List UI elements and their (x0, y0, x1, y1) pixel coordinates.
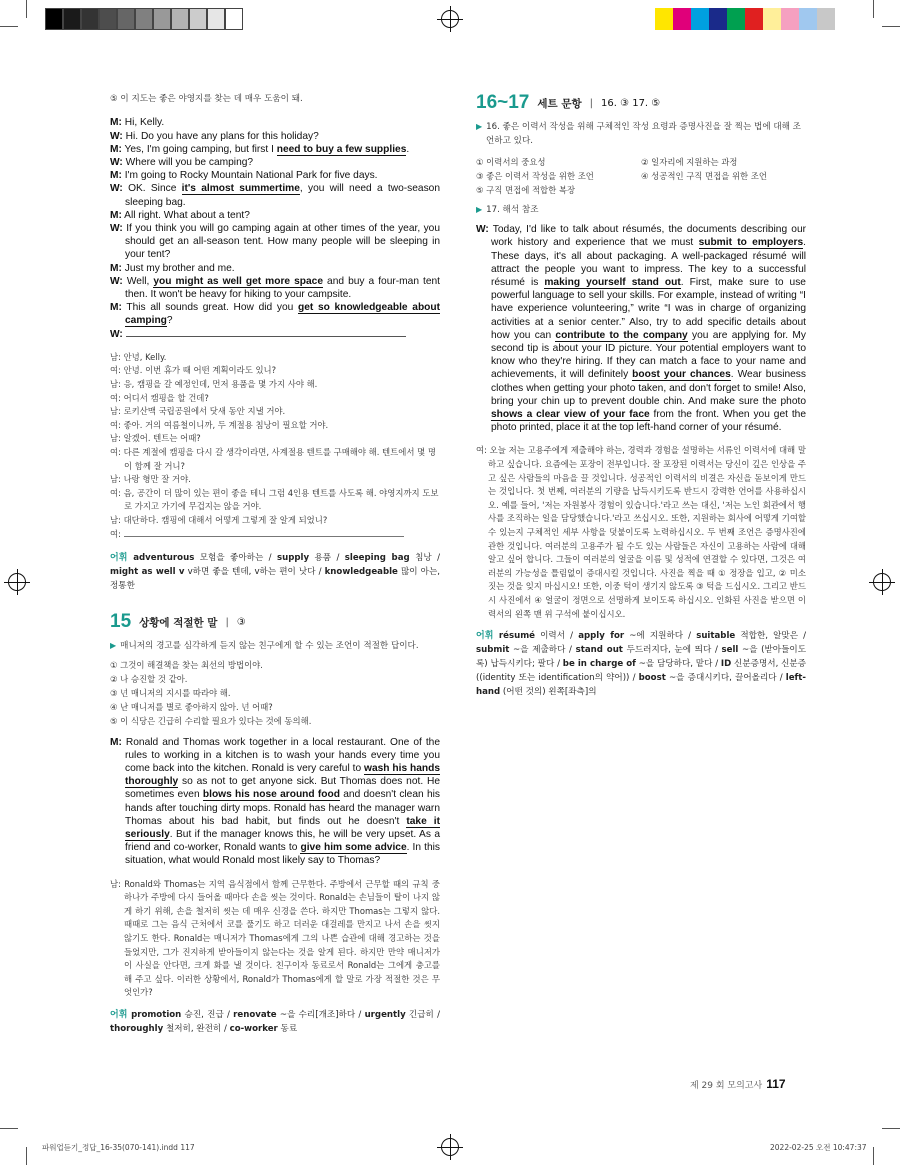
vocab-definition: ~을 제출하다 / (509, 645, 576, 656)
underlined-phrase: wash his hands thoroughly (125, 762, 440, 788)
speaker-label: W: (110, 328, 123, 340)
underlined-phrase: shows a clear view of your face (491, 409, 650, 421)
registration-mark-bottom-icon (441, 1138, 459, 1156)
page-number: 117 (766, 1077, 786, 1091)
text-run: OK. Since (122, 183, 182, 195)
korean-line: 남: 대단하다. 캠핑에 대해서 어떻게 그렇게 잘 알게 되었니? (110, 514, 328, 525)
underlined-phrase: contribute to the company (555, 329, 688, 341)
dialogue-script-14 (110, 116, 440, 340)
color-swatch (817, 8, 835, 30)
text-run: All right. What about a tent? (121, 209, 250, 221)
speaker-label: M: (110, 209, 122, 221)
crop-mark (873, 1147, 874, 1165)
vocab-definition: 많이 아는, 정통한 (110, 567, 440, 592)
option-item: ② 일자리에 지원하는 과정 (641, 156, 738, 167)
speaker-label: W: (110, 183, 123, 195)
vocabulary-14 (110, 551, 440, 593)
underlined-phrase: get so knowledgeable about camping (125, 302, 441, 327)
vocab-definition: ~을 (받아들이도록) 납득시키다; 팔다 / (476, 645, 806, 670)
script-paragraph (476, 223, 806, 434)
page-footer (690, 1077, 786, 1091)
option-item: ④ 성공적인 구직 면접을 위한 조언 (641, 170, 767, 181)
korean-line: 여: 음, 공간이 더 많이 있는 편이 좋을 테니 그럼 4인용 텐트를 사도록 해. 야영지까지 도보로 가지고 가기에 무겁지는 않을 거야. (110, 487, 439, 512)
right-column (476, 92, 806, 699)
vocab-term: promotion (131, 1009, 182, 1020)
question-16-17-script (476, 223, 806, 434)
korean-line: 여: 어디서 캠핑을 할 건데? (110, 392, 209, 403)
korean-line: 남: 알겠어. 텐트는 어때? (110, 433, 201, 444)
vocab-term: left-hand (476, 673, 806, 698)
text-run: . Wear business clothes when getting your photo taken, and don't forget to smile! Also, bring your chin up to prevent double chin. And make sure the photo (491, 369, 806, 407)
option-item: ① 그것이 해결책을 찾는 최선의 방법이야. (110, 659, 263, 670)
korean-line: 남: 나랑 형만 잘 거야. (110, 474, 191, 485)
vocab-definition: 적합한, 알맞은 / (735, 631, 807, 642)
text-run: ? (166, 315, 173, 327)
separator: | (589, 97, 593, 109)
previous-option-5: ⑤ 이 지도는 좋은 야영지를 찾는 데 매우 도움이 돼. (110, 94, 303, 104)
korean-translation-14 (110, 351, 440, 541)
question-number: 15 (110, 611, 132, 633)
speaker-label: W: (110, 275, 123, 287)
text-run: from the front. When you get the photo printed, place it at the top left-hand corner of your résumé. (491, 409, 806, 434)
speaker-label: M: (110, 143, 122, 155)
underlined-phrase: making yourself stand out (544, 277, 681, 289)
left-column (110, 92, 440, 1036)
vocab-term: renovate (233, 1009, 277, 1020)
color-swatch (673, 8, 691, 30)
speaker-label: M: (110, 170, 122, 182)
underlined-phrase: boost your chances (632, 369, 731, 381)
underlined-phrase: it's almost summertime (181, 183, 300, 195)
speaker-label: W: (110, 157, 123, 169)
dialogue-line (110, 262, 440, 275)
text-run: . In this situation, what would Ronald most likely say to Thomas? (125, 842, 441, 867)
color-swatch (745, 8, 763, 30)
question-16-explanation: ▶ 16. 좋은 이력서 작성을 위해 구체적인 작성 요령과 증명사진을 잘 찍는 법에 대해 조언하고 있다. (476, 122, 801, 147)
text-run: . These days, it's all about packaging. A well-packaged résumé will attract the people you want to impress. The key to a successful résumé is (491, 237, 806, 289)
separator: | (225, 616, 229, 628)
color-swatch (117, 8, 135, 30)
vocab-term: adventurous (133, 553, 195, 564)
underlined-phrase: take it seriously (125, 815, 440, 840)
underlined-phrase: need to buy a few supplies (276, 143, 407, 155)
question-type: 세트 문항 (537, 97, 582, 110)
vocab-definition: 모험을 좋아하는 / (194, 553, 277, 564)
vocab-label: 어휘 (476, 631, 499, 642)
korean-line: 여: 다른 계절에 캠핑을 다시 갈 생각이라면, 사계절용 텐트를 구매해야 해. 텐트에서 몇 명이 함께 잘 거니? (110, 447, 436, 471)
speaker-label: M: (110, 117, 122, 129)
crop-mark (873, 0, 874, 18)
file-slug: 파워업듣기_정답_16-35(070-141).indd 117 (42, 1143, 195, 1152)
crop-mark (0, 26, 18, 27)
vocab-term: supply (276, 553, 310, 564)
question-16-options (476, 155, 806, 197)
vocab-term: submit (476, 645, 510, 656)
text-run: Hi, Kelly. (121, 117, 165, 129)
color-swatch (799, 8, 817, 30)
color-swatch (171, 8, 189, 30)
korean-line: 남: 로키산맥 국립공원에서 닷새 동안 지낼 거야. (110, 406, 286, 417)
vocab-definition: 이력서 / (535, 631, 579, 642)
vocab-definition: ~을 담당하다, 맡다 / (635, 659, 721, 670)
text-run: Well, (122, 275, 154, 287)
script-paragraph (110, 736, 440, 868)
underlined-phrase: submit to employers (698, 237, 804, 249)
korean-line: 여: (110, 528, 440, 542)
vocab-definition: 용품 / (309, 553, 345, 564)
color-swatch (81, 8, 99, 30)
question-number: 16~17 (476, 92, 530, 113)
answer: ③ (236, 616, 246, 628)
color-swatch (189, 8, 207, 30)
text-run: Just my brother and me. (121, 262, 235, 274)
text-run: . But if the manager knows this, he will be very upset. As a friend and co-worker, Ronald wants to (125, 829, 440, 854)
speaker-label: W: (476, 224, 489, 236)
registration-mark-left-icon (8, 573, 26, 591)
registration-mark-right-icon (873, 573, 891, 591)
text-run: so as not to get anyone sick. But Thomas does not. He sometimes even (125, 776, 440, 801)
crop-mark (26, 1147, 27, 1165)
vocab-definition: 동료 (277, 1023, 298, 1034)
text-run: and buy a four-man tent then. It won't be heavy for hiking to your campsite. (125, 275, 440, 301)
color-swatch (99, 8, 117, 30)
question-15-header (110, 611, 440, 633)
vocab-term: might as well v (110, 567, 185, 578)
vocab-term: sell (721, 645, 739, 656)
vocab-term: co-worker (229, 1023, 278, 1034)
speaker-label: M: (110, 302, 122, 314)
vocab-definition: v하면 좋을 텐데, v하는 편이 낫다 / (184, 567, 325, 578)
vocab-definition: ~에 지원하다 / (624, 631, 697, 642)
page-label: 제 29 회 모의고사 (690, 1081, 763, 1091)
option-item: ③ 좋은 이력서 작성을 위한 조언 (476, 170, 594, 181)
korean-line: 여: 좋아. 거의 여름철이니까, 두 계절용 침낭이 필요할 거야. (110, 419, 329, 430)
dialogue-line (110, 209, 440, 222)
dialogue-line (110, 143, 440, 156)
speaker-label: M: (110, 262, 122, 274)
text-run: you are applying for. My second tip is about your ID picture. Your potential employers want to know who they're hiring. If they can match a face to your name and achievements, it will definitely (491, 329, 807, 381)
text-run: Yes, I'm going camping, but first I (121, 143, 277, 155)
triangle-bullet-icon: ▶ (110, 641, 117, 651)
text-run: If you think you will go camping again at other times of the year, you should get an all-season tent. How many people will be sleeping in your tent? (122, 223, 440, 261)
question-16-17-korean: 여: 오늘 저는 고용주에게 제출해야 하는, 경력과 경험을 설명하는 서류인 이력서에 대해 말하고 싶습니다. 요즘에는 포장이 전부입니다. 잘 포장된 이력서는 당신이 깊은 인상을 주고 싶은 사람들의 마음을 끌 것입니다. 성공적인 이력서의 비결은 자신을 돋보이게 만드는 것입니다. 첫 번째, 여러분의 기량을 납득시키도록 반드시 강력한 언어를 사용하십시오. 예를 들어, '저는 자원봉사 경험이 있습니다.'라고 쓰는 대신, '저는 노인 회관에서 행사를 조직하는 일을 담당했습니다.'라고 쓰십시오. 또한, 지원하는 회사에 어떻게 기여할 수 있는지 구체적인 세부 사항을 덧붙이도록 노력하십시오. 두 번째 조언은 증명사진에 관한 것입니다. 여러분의 고용주가 될 수도 있는 사람들은 자신이 고용하는 사람에 대해 알고 싶어 합니다. 그들이 여러분의 얼굴을 이름 및 성적에 연결할 수 있다면, 그것은 여러분의 가능성을 틀림없이 증대시킬 것입니다. 사진을 찍을 때 ① 정장을 입고, ② 미소 짓는 것을 잊지 마십시오! 또한, 이중 턱이 생기지 않도록 ③ 턱을 드십시오. 그리고 반드시 사진에서 ④ 얼굴이 정면으로 선명하게 보이도록 하십시오. 인화된 사진을 받으면 이력서의 왼쪽 맨 위 구석에 붙이십시오. (476, 445, 806, 619)
grayscale-color-bar (45, 8, 243, 30)
color-swatch (763, 8, 781, 30)
vocab-term: be in charge of (562, 659, 636, 670)
answer: 16. ③ 17. ⑤ (600, 97, 661, 109)
color-swatch (135, 8, 153, 30)
crop-mark (882, 1128, 900, 1129)
triangle-bullet-icon: ▶ (476, 204, 483, 214)
dialogue-line (110, 328, 440, 341)
color-swatch (709, 8, 727, 30)
question-15-explanation: ▶ 매니저의 경고를 심각하게 듣지 않는 친구에게 할 수 있는 조언이 적절한 답이다. (110, 641, 419, 652)
color-swatch (225, 8, 243, 30)
dialogue-line (110, 182, 440, 208)
color-swatch (207, 8, 225, 30)
underlined-phrase: you might as well get more space (153, 275, 324, 287)
option-item: ⑤ 구직 면접에 적합한 복장 (476, 184, 576, 195)
vocab-term: boost (638, 673, 666, 684)
vocab-definition: 두드러지다, 눈에 띄다 / (622, 645, 722, 656)
option-item: ⑤ 이 식당은 긴급히 수리할 필요가 있다는 것에 동의해. (110, 715, 312, 726)
color-swatch (655, 8, 673, 30)
answer-blank (126, 328, 406, 337)
question-15-korean: 남: Ronald와 Thomas는 지역 음식점에서 함께 근무한다. 주방에서 근무할 때의 규칙 중 하나가 주방에 다시 들어올 때마다 손을 씻는 것이다. Ronald는 손님들이 탈이 나지 않게 하기 위해, 손을 철저히 씻는 데 매우 신경을 쓴다. 하지만 Thomas는 그렇지 않다. 때때로 그는 음식 근처에서 코를 풀기도 하고 더러운 대걸레를 만지고 나서 손을 씻지 않기도 한다. Ronald는 매니저가 Thomas에게 그의 나쁜 습관에 대해 경고하는 것을 들었지만, 그가 진지하게 받아들이지 않는다는 것을 알게 된다. 하지만 만약 매니저가 이 사실을 안다면, 크게 화를 낼 것이다. 친구이자 동료로서 Ronald는 그에게 충고를 해 주고 싶다. 이러한 상황에서, Ronald가 Thomas에게 할 말로 가장 적절한 것은 무엇인가? (110, 878, 440, 998)
text-run: I'm going to Rocky Mountain National Park for five days. (121, 170, 378, 182)
color-swatch (45, 8, 63, 30)
vocab-term: apply for (578, 631, 625, 642)
dialogue-line (110, 301, 440, 327)
vocab-definition: ~을 증대시키다, 끌어올리다 / (665, 673, 786, 684)
color-swatch (691, 8, 709, 30)
color-swatch (153, 8, 171, 30)
dialogue-line (110, 169, 440, 182)
vocab-label: 어휘 (110, 1009, 132, 1020)
text-run: This all sounds great. How did you (121, 302, 298, 314)
vocab-term: suitable (696, 631, 736, 642)
vocab-definition: 승진, 진급 / (181, 1009, 234, 1020)
crop-mark (26, 0, 27, 18)
text-run: Ronald and Thomas work together in a local restaurant. One of the rules to working in a kitchen is to wash your hands every time you come back into the kitchen. Ronald is very careful to (121, 736, 440, 774)
answer-blank (124, 529, 404, 537)
option-item: ③ 넌 매니저의 지시를 따라야 해. (110, 687, 231, 698)
vocab-term: sleeping bag (344, 553, 410, 564)
text-run: , you will need a two-season sleeping bag. (125, 183, 440, 208)
vocab-term: ID (720, 659, 732, 670)
color-swatch (727, 8, 745, 30)
option-item: ④ 난 매니저를 별로 좋아하지 않아. 넌 어때? (110, 701, 273, 712)
vocab-definition: 침낭 / (409, 553, 440, 564)
underlined-phrase: blows his nose around food (202, 789, 340, 801)
korean-line: 여: 안녕. 이번 휴가 때 어떤 계획이라도 있니? (110, 365, 277, 376)
question-15-options (110, 658, 440, 728)
vocabulary-15 (110, 1008, 440, 1036)
vocab-definition: 신분증명서, 신분증 ((identity 또는 identification의 약어)) / (476, 659, 807, 684)
dialogue-line (110, 130, 440, 143)
color-swatch (781, 8, 799, 30)
text-run: Today, I'd like to talk about résumés, the documents describing our work history and experience that we must (488, 224, 806, 249)
dialogue-line (110, 222, 440, 262)
vocab-definition: 철저히, 완전히 / (163, 1023, 230, 1034)
korean-line: 남: 안녕, Kelly. (110, 351, 167, 362)
triangle-bullet-icon: ▶ (476, 122, 483, 131)
text-run: Hi. Do you have any plans for this holiday? (122, 130, 319, 142)
crop-mark (882, 26, 900, 27)
option-item: ① 이력서의 중요성 (476, 156, 546, 167)
text-run: . (406, 143, 410, 155)
text-run: and doesn't clean his hands after touching dirty mops. Ronald has heard the manager warn Thomas about his bad habit, but finds out he doesn't (125, 789, 440, 827)
text-run: Where will you be camping? (122, 157, 254, 169)
text-run: . First, make sure to use powerful language to sell your skills. For example, instead of writing “I have experience volunteering,” write “I was in charge of organizing activities at a senior center.” Also, try to add specific details about how you can (491, 277, 806, 341)
dialogue-line (110, 116, 440, 129)
korean-line: 남: 응, 캠핑을 갈 예정인데, 먼저 용품을 몇 가지 사야 해. (110, 379, 318, 390)
vocab-definition: (어떤 것의) 왼쪽[좌측]의 (500, 687, 597, 698)
question-16-17-header (476, 92, 806, 114)
vocab-definition: ~을 수리[개조]하다 / (276, 1009, 365, 1020)
question-15-script (110, 736, 440, 868)
vocab-term: urgently (364, 1009, 406, 1020)
crop-mark (0, 1128, 18, 1129)
question-17-explanation: ▶ 17. 해석 참조 (476, 204, 539, 215)
registration-mark-top-icon (441, 10, 459, 28)
vocab-term: thoroughly (110, 1023, 164, 1034)
dialogue-line (110, 275, 440, 301)
vocab-definition: 긴급히 / (405, 1009, 441, 1020)
option-item: ② 나 승진할 것 같아. (110, 673, 188, 684)
vocab-term: knowledgeable (324, 567, 398, 578)
dialogue-line (110, 156, 440, 169)
vocab-term: résumé (498, 631, 536, 642)
speaker-label: W: (110, 223, 123, 235)
vocab-term: stand out (575, 645, 623, 656)
timestamp-slug: 2022-02-25 오전 10:47:37 (770, 1143, 867, 1152)
color-swatch (63, 8, 81, 30)
speaker-label: W: (110, 130, 123, 142)
underlined-phrase: give him some advice (300, 842, 407, 854)
cmyk-color-bar (655, 8, 835, 30)
vocab-label: 어휘 (110, 553, 134, 564)
question-type: 상황에 적절한 말 (139, 616, 218, 629)
speaker-label: M: (110, 736, 122, 748)
vocabulary-16-17 (476, 629, 806, 699)
